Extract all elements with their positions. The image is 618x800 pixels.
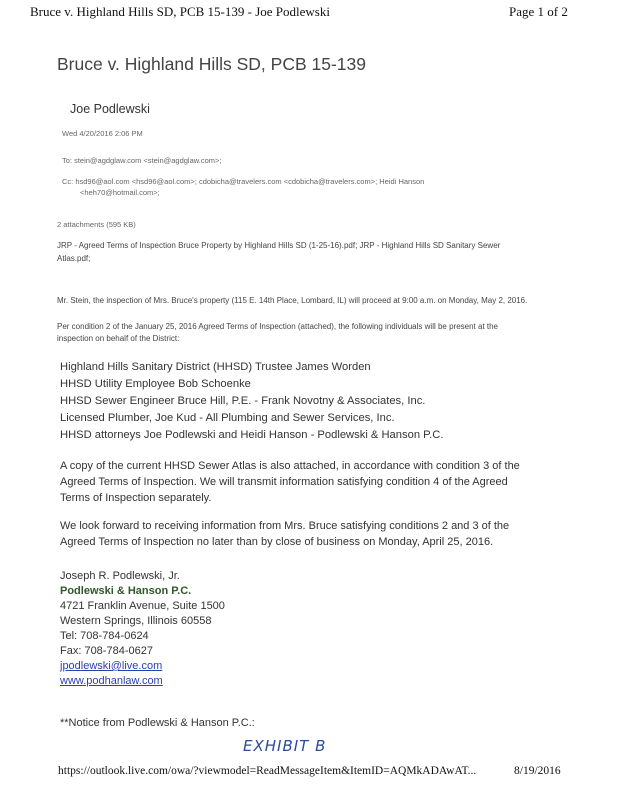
attachments-line1[interactable]: JRP - Agreed Terms of Inspection Bruce Property by Highland Hills SD (1-25-16).pdf; JRP - Highland Hills SD Sanitary Sewer <box>57 241 501 250</box>
signature-name: Joseph R. Podlewski, Jr. <box>60 570 180 582</box>
print-footer-date: 8/19/2016 <box>514 765 561 777</box>
body-paragraph-4-line: Agreed Terms of Inspection no later than by close of business on Monday, April 25, 2016. <box>60 536 494 548</box>
attachments-count[interactable]: 2 attachments (595 KB) <box>57 220 136 229</box>
attendee-item: Highland Hills Sanitary District (HHSD) Trustee James Worden <box>60 361 371 373</box>
attachments-line2[interactable]: Atlas.pdf; <box>57 254 91 263</box>
body-paragraph-3-line: Agreed Terms of Inspection. We will transmit information satisfying condition 4 of the Agreed <box>60 476 508 488</box>
attendee-item: HHSD Sewer Engineer Bruce Hill, P.E. - Frank Novotny & Associates, Inc. <box>60 395 426 407</box>
signature-address1: 4721 Franklin Avenue, Suite 1500 <box>60 600 225 612</box>
signature-email-link[interactable]: jpodlewski@live.com <box>60 660 163 672</box>
attendee-item: HHSD attorneys Joe Podlewski and Heidi Hanson - Podlewski & Hanson P.C. <box>60 429 444 441</box>
email-cc-line2[interactable]: <heh70@hotmail.com>; <box>80 188 160 197</box>
body-paragraph-1: Mr. Stein, the inspection of Mrs. Bruce's property (115 E. 14th Place, Lombard, IL) will proceed at 9:00 a.m. on Monday, May 2, 2016. <box>57 296 528 305</box>
exhibit-stamp: EXHIBIT B <box>243 737 327 755</box>
email-to[interactable]: To: stein@agdglaw.com <stein@agdglaw.com>; <box>62 156 222 165</box>
print-header-page: Page 1 of 2 <box>509 4 568 19</box>
body-paragraph-2-line1: Per condition 2 of the January 25, 2016 Agreed Terms of Inspection (attached), the following individuals will be present at the <box>57 322 499 331</box>
signature-website-link[interactable]: www.podhanlaw.com <box>60 675 163 687</box>
email-date: Wed 4/20/2016 2:06 PM <box>62 129 143 138</box>
email-subject: Bruce v. Highland Hills SD, PCB 15-139 <box>57 54 366 74</box>
signature-firm: Podlewski & Hanson P.C. <box>60 585 192 597</box>
body-paragraph-3-line: Terms of Inspection separately. <box>60 492 212 504</box>
email-sender[interactable]: Joe Podlewski <box>70 102 150 116</box>
signature-fax: Fax: 708-784-0627 <box>60 645 153 657</box>
notice-text: **Notice from Podlewski & Hanson P.C.: <box>60 717 255 729</box>
body-paragraph-3-line: A copy of the current HHSD Sewer Atlas is also attached, in accordance with condition 3 of the <box>60 460 520 472</box>
email-cc-line1[interactable]: Cc: hsd96@aol.com <hsd96@aol.com>; cdobicha@travelers.com <cdobicha@travelers.com>; Heidi Hanson <box>62 177 425 186</box>
attendee-item: HHSD Utility Employee Bob Schoenke <box>60 378 251 390</box>
attendee-item: Licensed Plumber, Joe Kud - All Plumbing and Sewer Services, Inc. <box>60 412 395 424</box>
body-paragraph-4-line: We look forward to receiving information from Mrs. Bruce satisfying conditions 2 and 3 of the <box>60 520 510 532</box>
print-footer-url: https://outlook.live.com/owa/?viewmodel=ReadMessageItem&ItemID=AQMkADAwAT... <box>58 765 477 777</box>
signature-tel: Tel: 708-784-0624 <box>60 630 149 642</box>
signature-address2: Western Springs, Illinois 60558 <box>60 615 212 627</box>
print-header-title: Bruce v. Highland Hills SD, PCB 15-139 - Joe Podlewski <box>30 4 330 19</box>
body-paragraph-2-line2: inspection on behalf of the District: <box>57 334 180 343</box>
